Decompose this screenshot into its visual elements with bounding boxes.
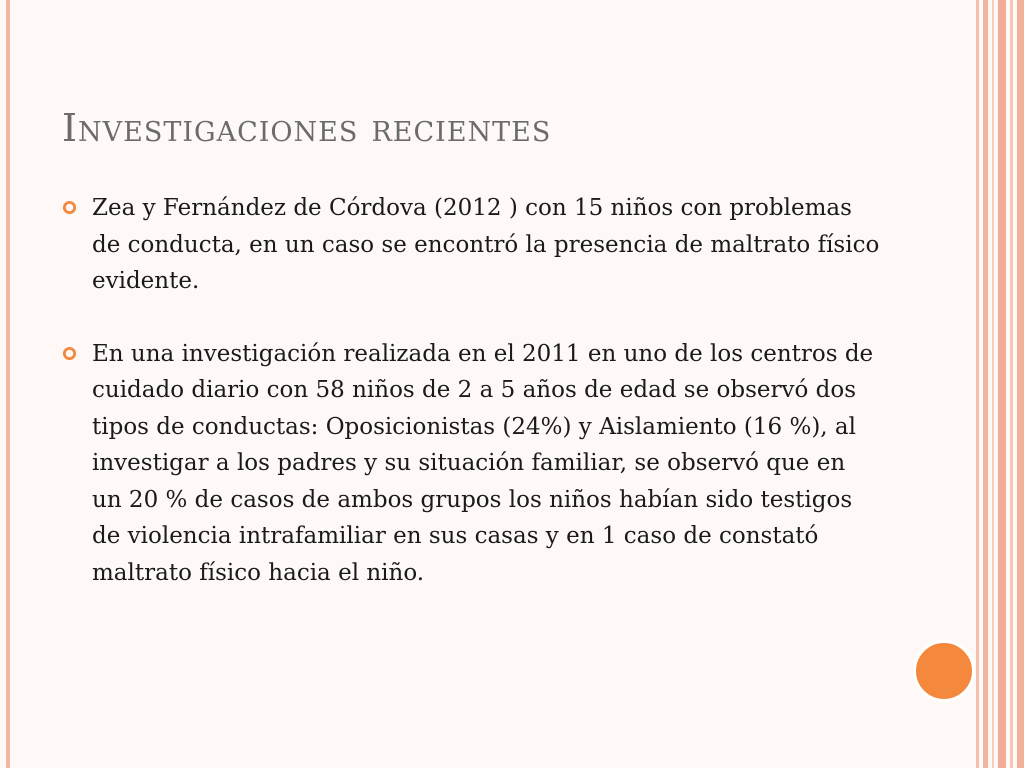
ring-bullet-icon bbox=[62, 200, 77, 215]
ring-bullet-icon bbox=[62, 346, 77, 361]
stripe bbox=[983, 0, 988, 768]
bullet-item-2 bbox=[62, 336, 882, 592]
stripe bbox=[1010, 0, 1013, 768]
stripe bbox=[992, 0, 994, 768]
right-decorative-stripes bbox=[976, 0, 1024, 768]
stripe bbox=[998, 0, 1006, 768]
left-frame-line bbox=[6, 0, 10, 768]
bullet-text: Zea y Fernández de Córdova (2012 ) con 15 niños con problemas de conducta, en un caso se encontró la presencia de maltrato físico evidente. bbox=[92, 195, 880, 294]
orange-circle-decoration bbox=[913, 640, 975, 702]
slide-title: Investigaciones recientes bbox=[62, 106, 552, 150]
bullet-text: En una investigación realizada en el 2011 en uno de los centros de cuidado diario con 58 niños de 2 a 5 años de edad se observó dos tipos de conductas: Oposicionistas (24%) y Aislamiento (16 %), al investigar a los padres y su situación familiar, se observó que en un 20 % de casos de ambos grupos los niños habían sido testigos de violencia intrafamiliar en sus casas y en 1 caso de constató maltrato físico hacia el niño. bbox=[92, 340, 874, 586]
stripe bbox=[1017, 0, 1024, 768]
slide-content bbox=[62, 190, 882, 591]
bullet-item-1 bbox=[62, 190, 882, 300]
stripe bbox=[976, 0, 979, 768]
